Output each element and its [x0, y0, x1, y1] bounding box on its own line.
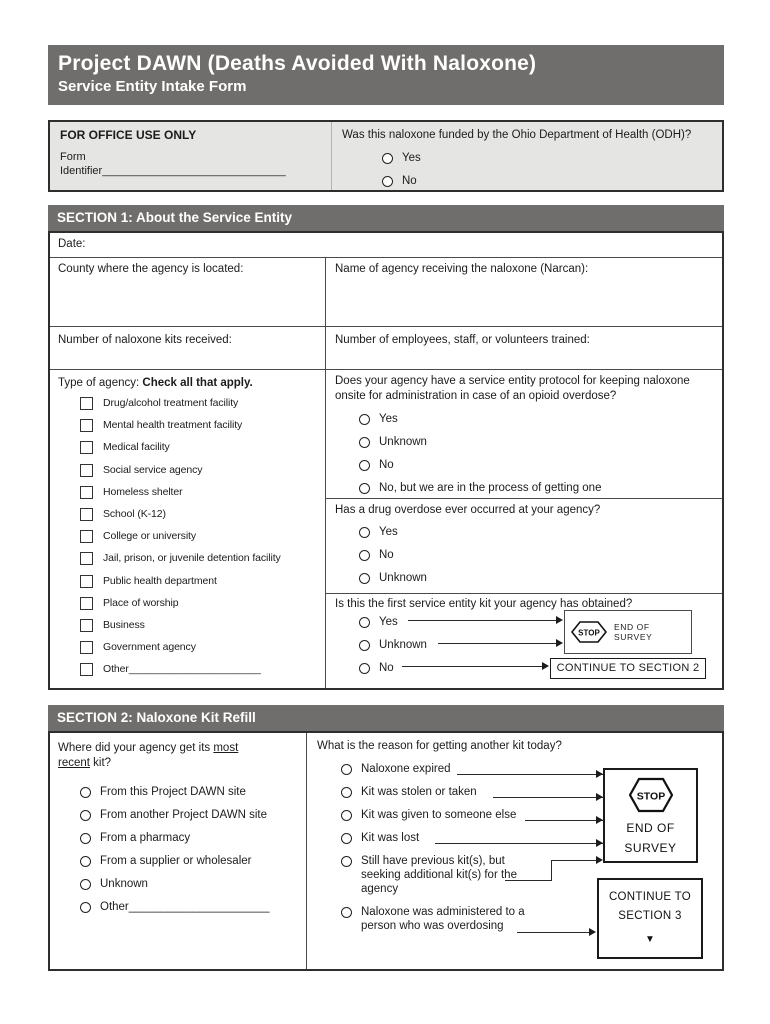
option-label: School (K-12)	[103, 507, 166, 520]
radio-option[interactable]	[359, 412, 713, 426]
radio-icon[interactable]	[341, 787, 352, 798]
trained-field[interactable]	[326, 327, 722, 370]
radio-icon[interactable]	[80, 810, 91, 821]
option-label: College or university	[103, 530, 197, 543]
option-label: Mental health treatment facility	[103, 419, 243, 432]
radio-icon[interactable]	[382, 153, 393, 164]
end-of-survey-box	[564, 610, 692, 654]
kit-reason-question: What is the reason for getting another kit today?	[317, 740, 562, 752]
form-identifier-line2: Identifier______________________________	[60, 165, 286, 177]
option-label: Jail, prison, or juvenile detention facility	[103, 552, 281, 565]
county-label: County where the agency is located:	[58, 263, 244, 275]
option-label: From this Project DAWN site	[100, 786, 246, 798]
svg-text:STOP: STOP	[636, 790, 665, 803]
checkbox-icon[interactable]	[80, 619, 93, 632]
option-label: Kit was stolen or taken	[361, 786, 477, 798]
stop-icon	[571, 619, 607, 645]
checkbox-option[interactable]	[80, 662, 325, 684]
option-label: No	[402, 175, 417, 187]
arrow-stillhave-segB	[551, 860, 552, 881]
radio-icon[interactable]	[80, 833, 91, 844]
continue-line2: SECTION 3	[618, 910, 682, 922]
radio-option[interactable]	[359, 481, 713, 495]
radio-icon[interactable]	[80, 902, 91, 913]
radio-icon[interactable]	[80, 787, 91, 798]
checkbox-icon[interactable]	[80, 419, 93, 432]
agency-type-question	[58, 376, 325, 391]
radio-icon[interactable]	[80, 856, 91, 867]
radio-option[interactable]	[80, 854, 300, 868]
office-use-right	[342, 128, 720, 197]
radio-option[interactable]	[80, 785, 300, 799]
date-field[interactable]	[50, 233, 722, 258]
option-label: Business	[103, 618, 145, 631]
arrow-yes-line	[408, 620, 556, 621]
agency-name-label: Name of agency receiving the naloxone (Narcan):	[335, 263, 589, 275]
page-title: Project DAWN (Deaths Avoided With Naloxone)	[58, 52, 537, 75]
radio-option[interactable]	[359, 458, 713, 472]
checkbox-option[interactable]	[80, 485, 325, 507]
section1-table	[48, 231, 724, 690]
arrow-no-line	[402, 666, 542, 667]
radio-option[interactable]	[382, 174, 720, 188]
overdose-cell	[326, 499, 722, 594]
end-of-survey-line2: SURVEY	[624, 841, 677, 855]
radio-option[interactable]	[359, 548, 713, 562]
radio-icon[interactable]	[80, 879, 91, 890]
svg-text:STOP: STOP	[578, 628, 600, 638]
odh-funded-options	[382, 151, 720, 188]
radio-icon[interactable]	[359, 483, 370, 494]
option-label: Drug/alcohol treatment facility	[103, 397, 239, 409]
checkbox-option[interactable]	[80, 463, 325, 485]
county-field[interactable]	[50, 258, 326, 327]
checkbox-option[interactable]	[80, 574, 325, 596]
option-label: Unknown	[379, 572, 427, 584]
option-label: Social service agency	[103, 463, 203, 476]
office-use-left	[60, 128, 286, 178]
form-identifier-field[interactable]	[60, 150, 286, 178]
option-label: No	[379, 662, 394, 674]
overdose-options	[359, 525, 713, 585]
checkbox-option[interactable]	[80, 551, 325, 573]
kits-received-label: Number of naloxone kits received:	[58, 334, 232, 346]
radio-icon[interactable]	[359, 663, 370, 674]
radio-icon[interactable]	[341, 764, 352, 775]
kit-source-question	[58, 741, 300, 771]
option-label: From a pharmacy	[100, 832, 191, 844]
option-label: Unknown	[379, 436, 427, 448]
kit-source-options	[80, 785, 300, 914]
section1-header: SECTION 1: About the Service Entity	[48, 205, 724, 231]
checkbox-option[interactable]	[80, 640, 325, 662]
end-of-survey-box-2	[603, 768, 698, 863]
agency-type-bold: Check all that apply.	[142, 377, 253, 389]
firstkit-cell	[326, 594, 722, 688]
trained-label: Number of employees, staff, or volunteers trained:	[335, 334, 590, 346]
checkbox-option[interactable]	[80, 618, 325, 640]
option-label: Medical facility	[103, 441, 170, 454]
radio-icon[interactable]	[359, 460, 370, 471]
protocol-question: Does your agency have a service entity protocol for keeping naloxone onsite for administration in case of an opioid overdose?	[335, 375, 690, 402]
question-text: kit?	[89, 757, 112, 769]
option-label: Yes	[402, 152, 421, 164]
checkbox-icon[interactable]	[80, 597, 93, 610]
option-label: Homeless shelter	[103, 485, 183, 498]
firstkit-question: Is this the first service entity kit your agency has obtained?	[335, 598, 633, 610]
option-label: Yes	[379, 616, 398, 628]
form-identifier-line1: Form	[60, 151, 86, 163]
radio-icon[interactable]	[341, 810, 352, 821]
radio-option[interactable]	[382, 151, 720, 165]
radio-option[interactable]	[359, 571, 713, 585]
radio-icon[interactable]	[341, 907, 352, 918]
option-label: Naloxone expired	[361, 763, 451, 775]
radio-icon[interactable]	[359, 640, 370, 651]
down-arrow-icon: ▼	[645, 934, 655, 945]
arrow-expired-line	[457, 774, 603, 775]
checkbox-option[interactable]	[80, 529, 325, 551]
office-use-box	[48, 120, 724, 192]
checkbox-icon[interactable]	[80, 530, 93, 543]
checkbox-icon[interactable]	[80, 397, 93, 410]
end-of-survey-label: END OF SURVEY	[613, 622, 653, 642]
option-label: Other_______________________	[103, 663, 261, 676]
option-label: Naloxone was administered to a person who was overdosing	[361, 906, 525, 932]
option-label: From another Project DAWN site	[100, 809, 268, 821]
checkbox-option[interactable]	[80, 418, 325, 440]
radio-icon[interactable]	[359, 527, 370, 538]
radio-icon[interactable]	[359, 573, 370, 584]
page-subtitle: Service Entity Intake Form	[58, 78, 247, 95]
kit-source-cell	[50, 733, 307, 969]
arrow-lost-line	[435, 843, 603, 844]
agency-type-label: Type of agency:	[58, 377, 143, 389]
radio-icon[interactable]	[382, 176, 393, 187]
checkbox-option[interactable]	[80, 396, 325, 418]
option-label: Public health department	[103, 574, 217, 587]
option-label: No	[379, 459, 394, 471]
option-label: No, but we are in the process of getting one	[379, 482, 602, 494]
kit-source-question-line1	[58, 741, 300, 756]
date-label: Date:	[58, 238, 86, 250]
agency-name-field[interactable]	[326, 258, 722, 327]
odh-funded-question: Was this naloxone funded by the Ohio Department of Health (ODH)?	[342, 129, 692, 141]
option-label: Other______________________	[100, 901, 270, 913]
protocol-options	[359, 412, 713, 495]
radio-icon[interactable]	[359, 550, 370, 561]
checkbox-option[interactable]	[80, 440, 325, 462]
option-label: Yes	[379, 413, 398, 425]
arrow-unknown-line	[438, 643, 556, 644]
arrow-stolen-line	[493, 797, 603, 798]
radio-option[interactable]	[359, 435, 713, 449]
arrow-stillhave-segC	[551, 860, 596, 861]
checkbox-icon[interactable]	[80, 464, 93, 477]
office-box-divider	[331, 122, 332, 190]
arrow-administered-line	[517, 932, 589, 933]
checkbox-icon[interactable]	[80, 552, 93, 565]
continue-section2-box: CONTINUE TO SECTION 2	[550, 658, 706, 679]
arrow-given-line	[525, 820, 603, 821]
option-label: Unknown	[100, 878, 148, 890]
checkbox-icon[interactable]	[80, 641, 93, 654]
radio-icon[interactable]	[341, 833, 352, 844]
checkbox-icon[interactable]	[80, 486, 93, 499]
radio-option[interactable]	[80, 900, 300, 914]
underlined-text: most	[213, 742, 239, 754]
checkbox-option[interactable]	[80, 596, 325, 618]
continue-line1: CONTINUE TO	[608, 891, 692, 903]
overdose-question: Has a drug overdose ever occurred at your agency?	[335, 504, 601, 516]
option-label: From a supplier or wholesaler	[100, 855, 252, 867]
option-label: Place of worship	[103, 596, 179, 609]
agency-type-cell	[50, 370, 326, 688]
radio-icon[interactable]	[359, 617, 370, 628]
option-label: No	[379, 549, 394, 561]
option-label: Unknown	[379, 639, 427, 651]
kit-source-question-line2	[58, 756, 300, 771]
option-label: Still have previous kit(s), but seeking additional kit(s) for the agency	[361, 855, 517, 895]
radio-option[interactable]	[80, 808, 300, 822]
checkbox-icon[interactable]	[80, 508, 93, 521]
option-label: Government agency	[103, 641, 196, 654]
option-label: Yes	[379, 526, 398, 538]
office-use-label: FOR OFFICE USE ONLY	[60, 128, 197, 142]
radio-option[interactable]	[359, 525, 713, 539]
underlined-text: recent	[58, 757, 90, 769]
continue-section3-box	[597, 878, 703, 959]
form-header	[48, 45, 724, 105]
section2-table	[48, 731, 724, 971]
radio-icon[interactable]	[359, 437, 370, 448]
arrow-stillhave-segA	[505, 880, 552, 881]
protocol-cell	[326, 370, 722, 499]
radio-option[interactable]	[80, 831, 300, 845]
checkbox-icon[interactable]	[80, 575, 93, 588]
agency-type-options	[80, 396, 325, 684]
radio-option[interactable]	[80, 877, 300, 891]
end-of-survey-line1: END OF	[626, 821, 675, 835]
question-text: Where did your agency get its	[58, 742, 214, 754]
radio-icon[interactable]	[359, 414, 370, 425]
radio-icon[interactable]	[341, 856, 352, 867]
checkbox-icon[interactable]	[80, 663, 93, 676]
stop-icon	[629, 775, 673, 815]
option-label: Kit was lost	[361, 832, 420, 844]
option-label: Kit was given to someone else	[361, 809, 517, 821]
kits-received-field[interactable]	[50, 327, 326, 370]
checkbox-option[interactable]	[80, 507, 325, 529]
section2-header: SECTION 2: Naloxone Kit Refill	[48, 705, 724, 731]
checkbox-icon[interactable]	[80, 441, 93, 454]
kit-reason-cell	[307, 733, 722, 969]
